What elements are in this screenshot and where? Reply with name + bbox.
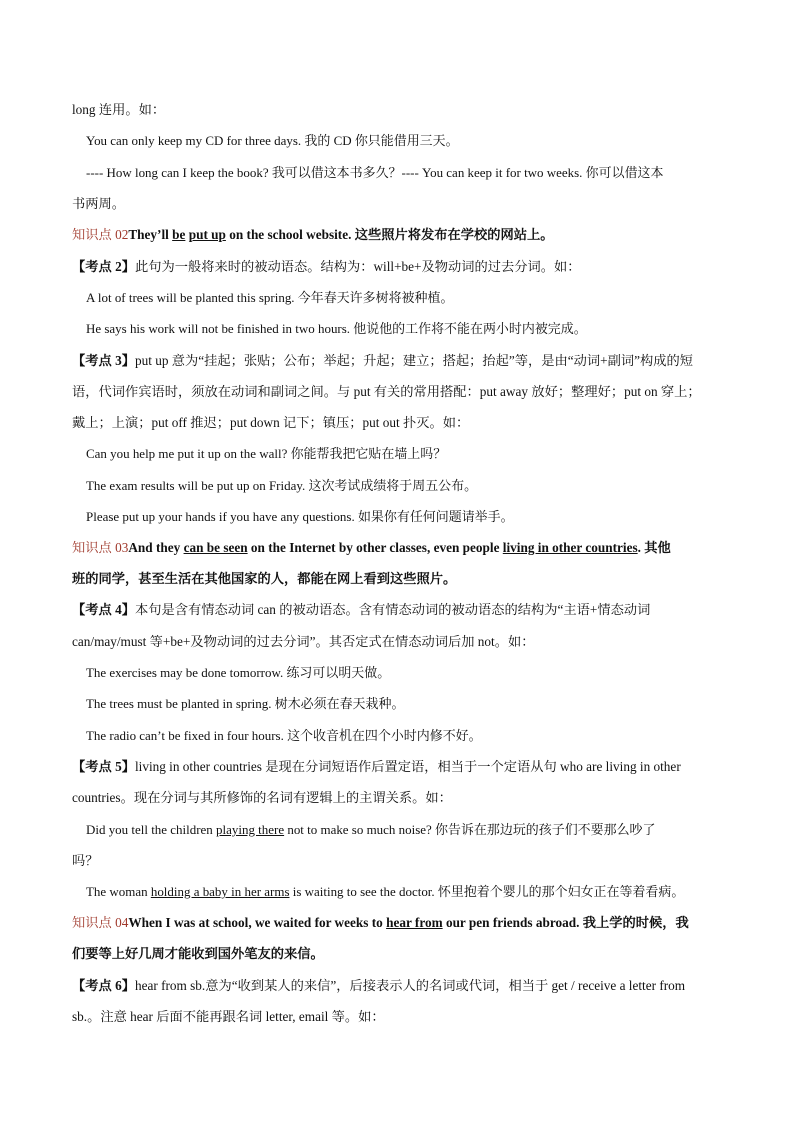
example-sentence: The exam results will be put up on Friday. 这次考试成绩将于周五公布。	[86, 478, 478, 493]
exam-point-text: 语，代词作宾语时，须放在动词和副词之间。与 put 有关的常用搭配：put away 放好；整理好；put on 穿上；	[72, 384, 701, 399]
sentence-part: Did you tell the children	[86, 822, 217, 837]
knowledge-point-label: 知识点 02	[72, 227, 129, 242]
key-sentence-part: our pen friends abroad. 我上学的时候，我	[442, 915, 689, 930]
example-sentence: You can only keep my CD for three days. 我的 CD 你只能借用三天。	[86, 133, 459, 148]
example-sentence: A lot of trees will be planted this spring. 今年春天许多树将被种植。	[86, 290, 454, 305]
underlined-phrase: playing there	[216, 822, 285, 837]
underlined-phrase: can be seen	[183, 540, 248, 555]
example-sentence: Please put up your hands if you have any questions. 如果你有任何问题请举手。	[86, 509, 514, 524]
sentence-part: not to make so much noise? 你告诉在那边玩的孩子们不要那么吵了	[284, 822, 656, 837]
exam-point-text: 此句为一般将来时的被动语态。结构为：will+be+及物动词的过去分词。如：	[134, 259, 581, 274]
key-sentence-part: And they	[128, 540, 184, 555]
example-sentence: Can you help me put it up on the wall? 你能帮我把它贴在墙上吗？	[86, 446, 447, 461]
example-sentence	[86, 883, 738, 901]
exam-point-tag: 【考点 6】	[72, 978, 135, 993]
exam-point-text: put up 意为“挂起；张贴；公布；举起；升起；建立；搭起；抬起”等，是由“动词+副词”构成的短	[134, 353, 694, 368]
underlined-phrase: living in other countries	[502, 540, 638, 555]
underlined-phrase: holding a baby in her arms	[150, 884, 290, 899]
example-sentence: 吗？	[72, 853, 99, 868]
example-sentence: The trees must be planted in spring. 树木必须在春天栽种。	[86, 696, 405, 711]
key-sentence-part: When I was at school, we waited for weeks to	[128, 915, 387, 930]
exam-point-tag: 【考点 2】	[72, 259, 135, 274]
sentence-part: The woman	[86, 884, 151, 899]
exam-point-text: countries。现在分词与其所修饰的名词有逻辑上的主谓关系。如：	[72, 790, 452, 805]
exam-point-2	[72, 258, 724, 276]
example-sentence: The exercises may be done tomorrow. 练习可以明天做。	[86, 665, 391, 680]
knowledge-point-03	[72, 539, 724, 557]
exam-point-text: 本句是含有情态动词 can 的被动语态。含有情态动词的被动语态的结构为“主语+情态动词	[134, 602, 651, 617]
key-sentence-part: . 其他	[637, 540, 671, 555]
knowledge-point-04	[72, 914, 724, 932]
exam-point-6	[72, 977, 724, 995]
exam-point-text: sb.。注意 hear 后面不能再跟名词 letter, email 等。如：	[72, 1009, 385, 1024]
underlined-phrase: be	[172, 227, 186, 242]
exam-point-text: can/may/must 等+be+及物动词的过去分词”。其否定式在情态动词后加 not。如：	[72, 634, 535, 649]
exam-point-5	[72, 758, 724, 776]
underlined-phrase: put up	[188, 227, 226, 242]
example-sentence: ---- How long can I keep the book? 我可以借这本书多久？---- You can keep it for two weeks. 你可以借这本	[86, 165, 664, 180]
exam-point-tag: 【考点 3】	[72, 353, 135, 368]
exam-point-tag: 【考点 4】	[72, 602, 135, 617]
exam-point-text: hear from sb.意为“收到某人的来信”，后接表示人的名词或代词，相当于 get / receive a letter from	[134, 978, 686, 993]
exam-point-tag: 【考点 5】	[72, 759, 135, 774]
paragraph: 书两周。	[72, 196, 126, 211]
knowledge-point-label: 知识点 04	[72, 915, 129, 930]
underlined-phrase: hear from	[386, 915, 443, 930]
key-sentence-part: on the school website. 这些照片将发布在学校的网站上。	[225, 227, 554, 242]
exam-point-text: living in other countries 是现在分词短语作后置定语，相当于一个定语从句 who are living in other	[134, 759, 681, 774]
example-sentence	[86, 821, 738, 839]
key-sentence-translation: 班的同学，甚至生活在其他国家的人，都能在网上看到这些照片。	[72, 571, 457, 586]
knowledge-point-02	[72, 226, 724, 244]
example-sentence: The radio can’t be fixed in four hours. 这个收音机在四个小时内修不好。	[86, 728, 482, 743]
exam-point-4	[72, 601, 724, 619]
example-sentence: He says his work will not be finished in two hours. 他说他的工作将不能在两小时内被完成。	[86, 321, 587, 336]
key-sentence-translation: 们要等上好几周才能收到国外笔友的来信。	[72, 946, 324, 961]
exam-point-3	[72, 352, 724, 370]
paragraph: long 连用。如：	[72, 102, 166, 117]
key-sentence-part: They’ll	[128, 227, 173, 242]
knowledge-point-label: 知识点 03	[72, 540, 129, 555]
key-sentence-part: on the Internet by other classes, even people	[247, 540, 503, 555]
exam-point-text: 戴上；上演；put off 推迟；put down 记下；镇压；put out 扑灭。如：	[72, 415, 470, 430]
sentence-part: is waiting to see the doctor. 怀里抱着个婴儿的那个妇女正在等着看病。	[289, 884, 685, 899]
